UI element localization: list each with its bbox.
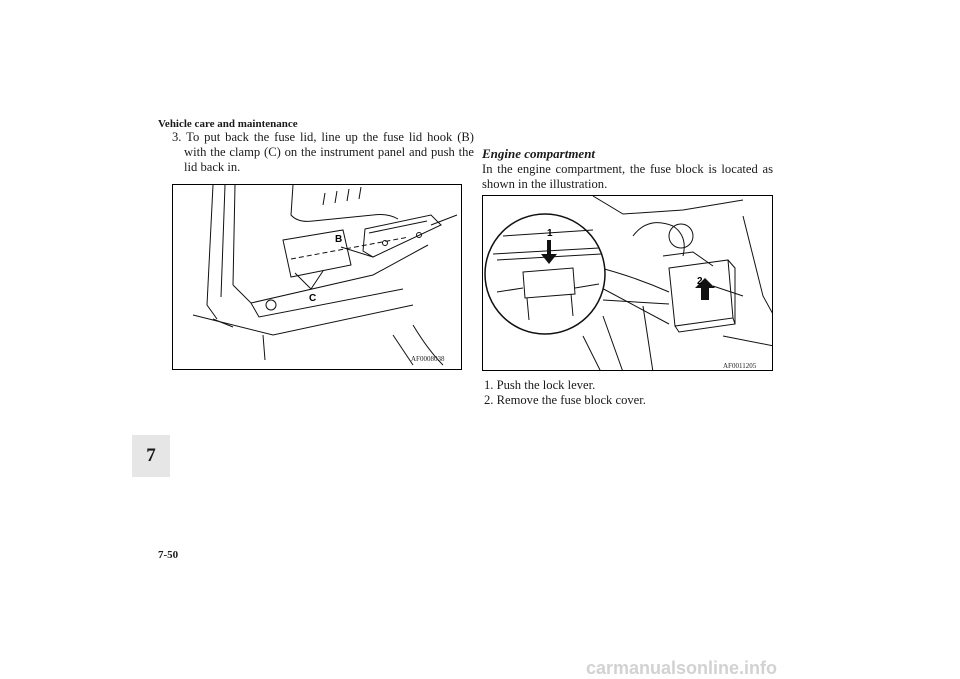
step-3-text: 3. To put back the fuse lid, line up the fuse lid hook (B) with the clamp (C) on the instrument panel and push the lid back in. <box>172 130 474 174</box>
fuse-lid-drawing <box>173 185 462 370</box>
fuse-lid-illustration <box>172 184 462 370</box>
engine-compartment-body: In the engine compartment, the fuse block is located as shown in the illustration. <box>482 162 773 191</box>
callout-1: 1 <box>547 228 553 239</box>
figure-code: AF0011205 <box>723 362 757 370</box>
engine-fuse-block-illustration <box>482 195 773 371</box>
callout-2: 2 <box>697 276 703 287</box>
chapter-number: 7 <box>146 445 156 466</box>
chapter-tab <box>132 435 170 477</box>
engine-compartment-heading: Engine compartment <box>482 146 596 161</box>
figure-code: AF0008038 <box>411 355 445 363</box>
callout-c: C <box>309 293 317 304</box>
engine-drawing <box>483 196 773 371</box>
engine-step-2: 2. Remove the fuse block cover. <box>484 393 646 407</box>
page-number: 7-50 <box>158 549 179 561</box>
engine-steps-list <box>484 378 646 408</box>
callout-b: B <box>335 234 343 245</box>
watermark: carmanualsonline.info <box>586 658 778 678</box>
section-header: Vehicle care and maintenance <box>158 118 298 130</box>
engine-step-1: 1. Push the lock lever. <box>484 378 596 392</box>
